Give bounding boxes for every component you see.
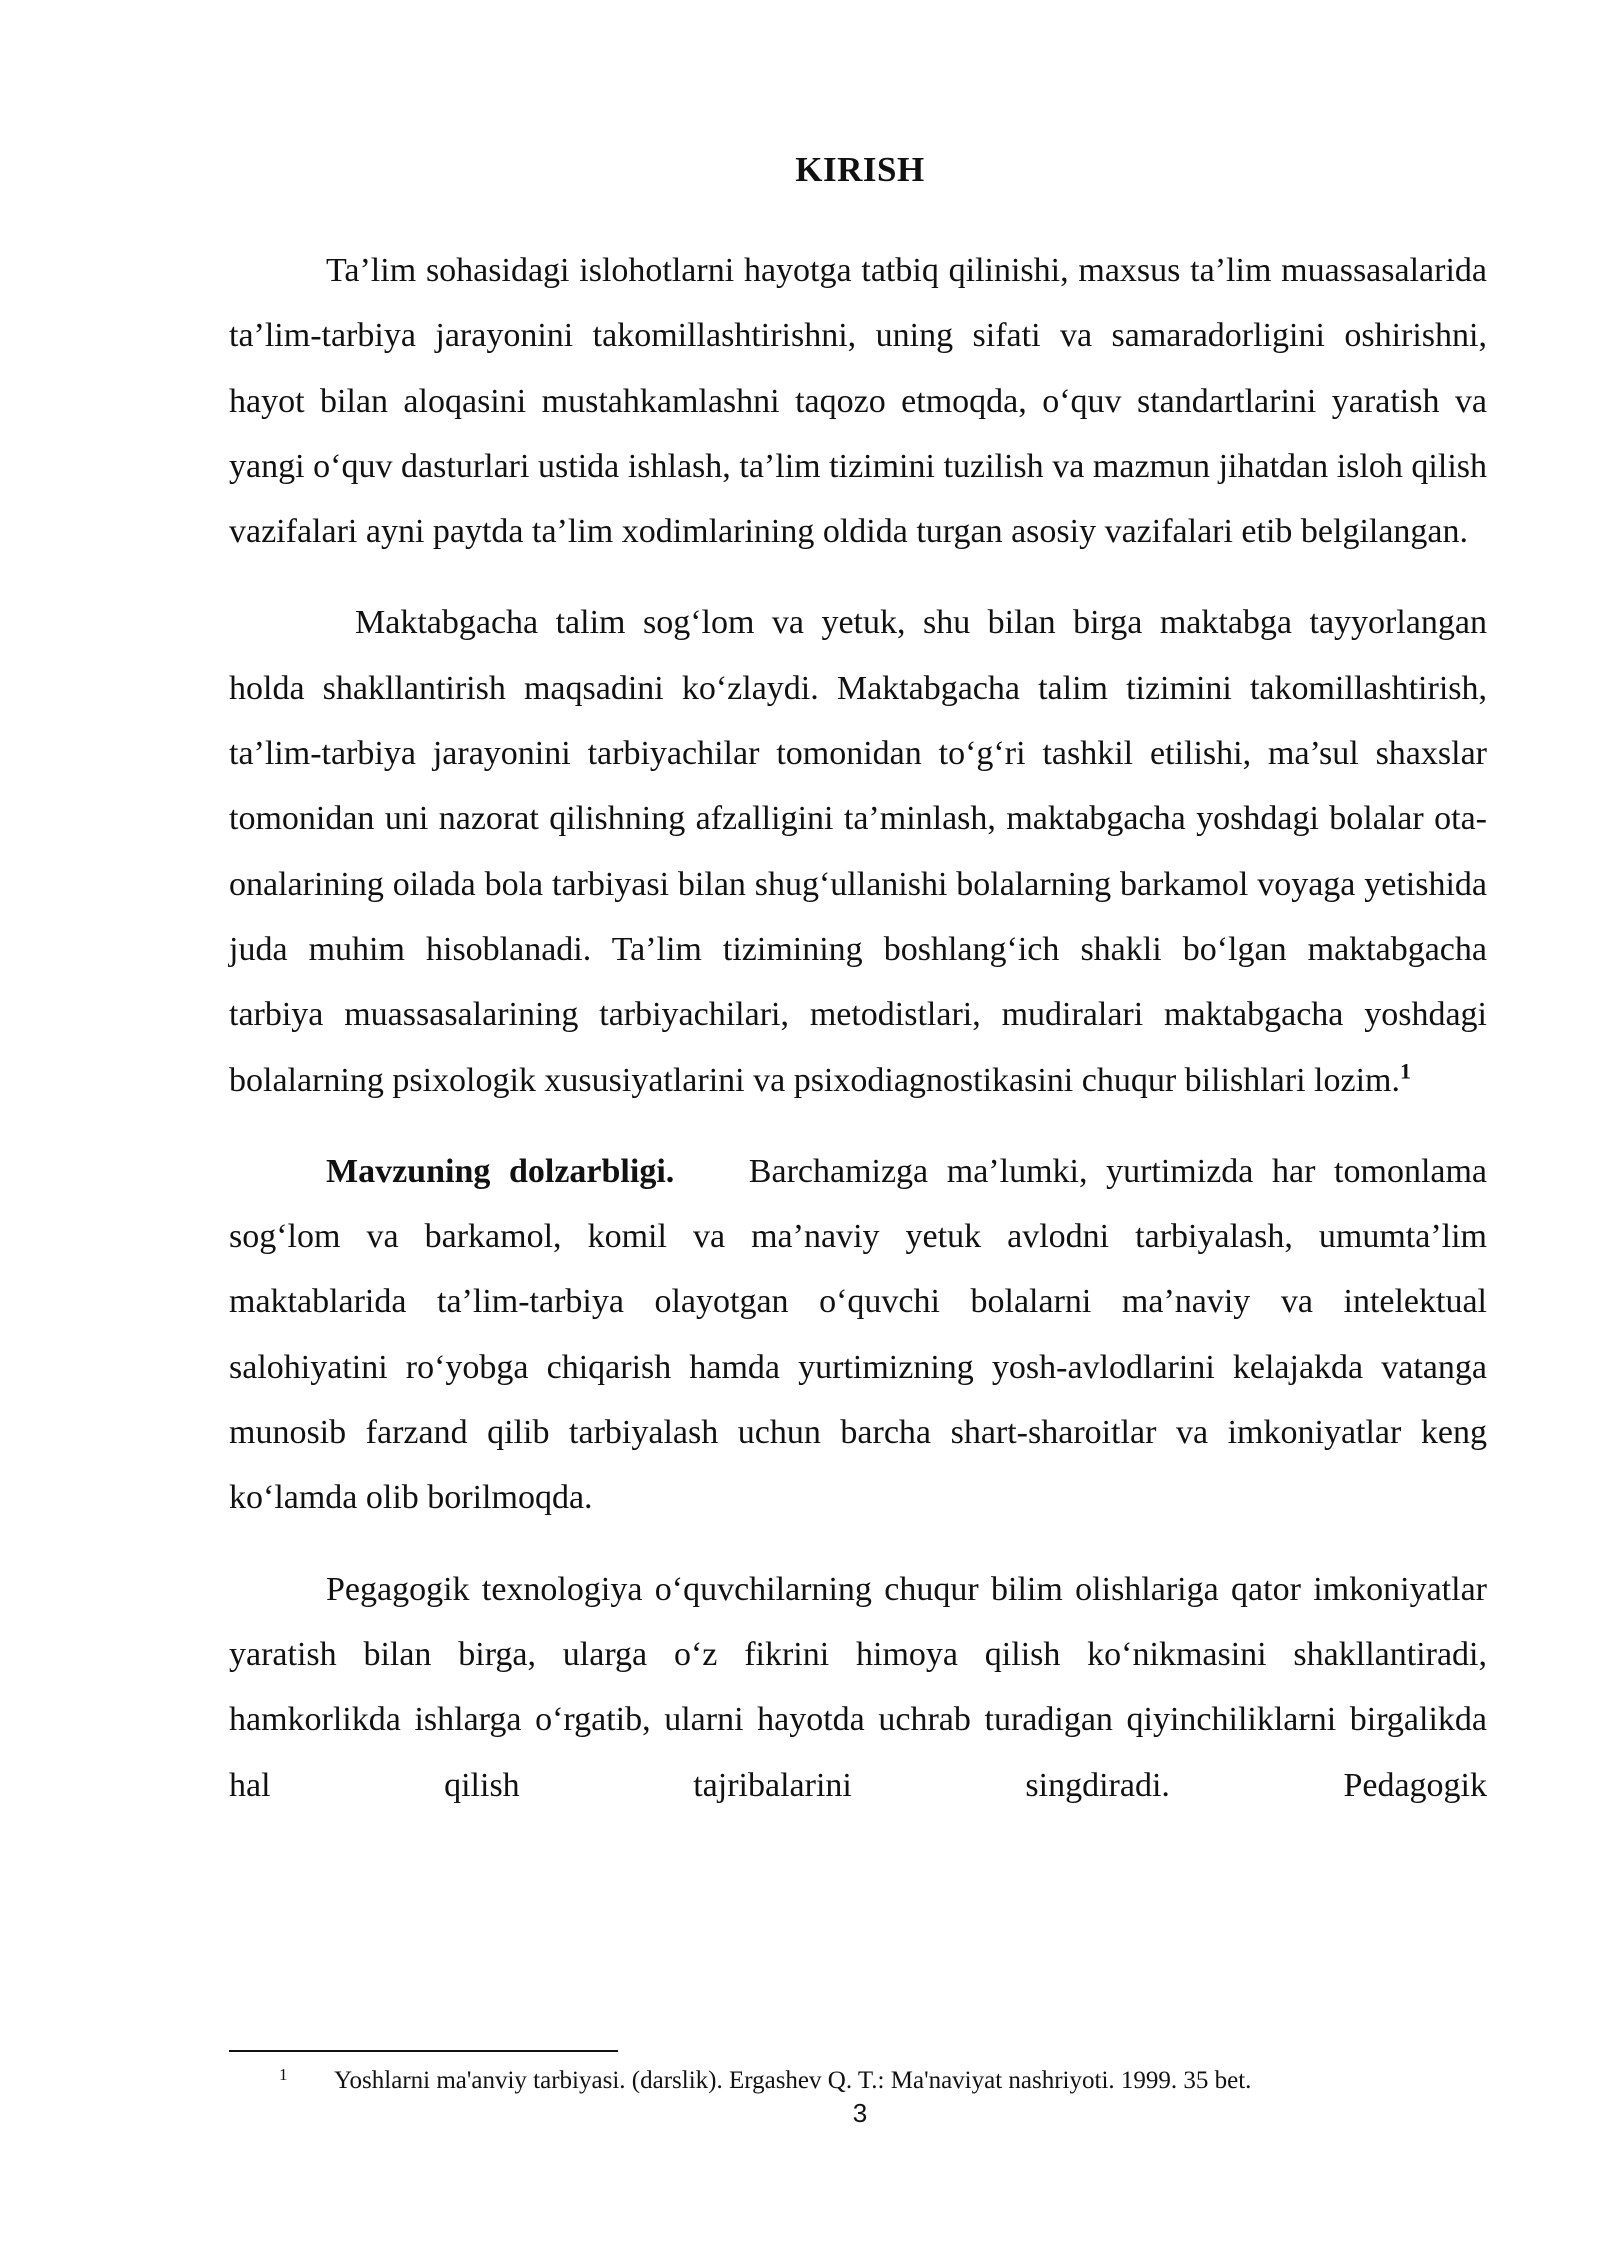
- paragraph-3: [229, 1139, 1487, 1531]
- body-text: [229, 238, 1487, 1818]
- paragraph-1: Ta’lim sohasidagi islohotlarni hayotga tatbiq qilinishi, maxsus ta’lim muassasalarida ta’lim-tarbiya jarayonini takomillashtirishni, uning sifati va samaradorligini oshirishni, hayot bilan aloqasini mustahkamlashni taqozo etmoqda, o‘quv standartlarini yaratish va yangi o‘quv dasturlari ustida ishlash, ta’lim tizimini tuzilish va mazmun jihatdan isloh qilish vazifalari ayni paytda ta’lim xodimlarining oldida turgan asosiy vazifalari etib belgilangan.: [229, 252, 1487, 551]
- footnote-separator: [229, 2050, 618, 2052]
- page-number: 3: [852, 2098, 868, 2128]
- paragraph-2-text: Maktabgacha talim sog‘lom va yetuk, shu bilan birga maktabga tayyorlangan holda shakllantirish maqsadini ko‘zlaydi. Maktabgacha talim tizimini takomillashtirish, ta’lim-tarbiya jarayonini tarbiyachilar tomonidan to‘g‘ri tashkil etilishi, ma’sul shaxslar tomonidan uni nazorat qilishning afzalligini ta’minlash, maktabgacha yoshdagi bolalar ota-onalarining oilada bola tarbiyasi bilan shug‘ullanishi bolalarning barkamol voyaga yetishida juda muhim hisoblanadi. Ta’lim tizimining boshlang‘ich shakli bo‘lgan maktabgacha tarbiya muassasalarining tarbiyachilari, metodistlari, mudiralari maktabgacha yoshdagi bolalarning psixologik xususiyatlarini va psixodiagnostikasini chuqur bilishlari lozim.: [229, 604, 1487, 1099]
- page-title: KIRISH: [795, 150, 925, 189]
- section-lead-heading: Mavzuning dolzarbligi.: [326, 1152, 675, 1190]
- paragraph-3-text: Barchamizga ma’lumki, yurtimizda har tomonlama sog‘lom va barkamol, komil va ma’naviy yetuk avlodni tarbiyalash, umumta’lim maktablarida ta’lim-tarbiya olayotgan o‘quvchi bolalarni ma’naviy va intelektual salohiyatini ro‘yobga chiqarish hamda yurtimizning yosh-avlodlarini kelajakda vatanga munosib farzand qilib tarbiyalash uchun barcha shart-sharoitlar va imkoniyatlar keng ko‘lamda olib borilmoqda.: [229, 1152, 1488, 1517]
- paragraph-2: [229, 590, 1487, 1112]
- footnote-text: Yoshlarni ma'anviy tarbiyasi. (darslik). Ergashev Q. T.: Ma'naviyat nashriyoti. 1999. 35 bet.: [334, 2067, 1252, 2094]
- footnote-mark: 1: [279, 2065, 288, 2084]
- paragraph-4: Pegagogik texnologiya o‘quvchilarning chuqur bilim olishlariga qator imkoniyatlar yaratish bilan birga, ularga o‘z fikrini himoya qilish ko‘nikmasini shakllantiradi, hamkorlikda ishlarga o‘rgatib, ularni hayotda uchrab turadigan qiyinchiliklarni birgalikda hal qilish tajribalarini singdiradi. Pedagogik: [229, 1570, 1487, 1804]
- footnote-reference[interactable]: 1: [1399, 1058, 1411, 1084]
